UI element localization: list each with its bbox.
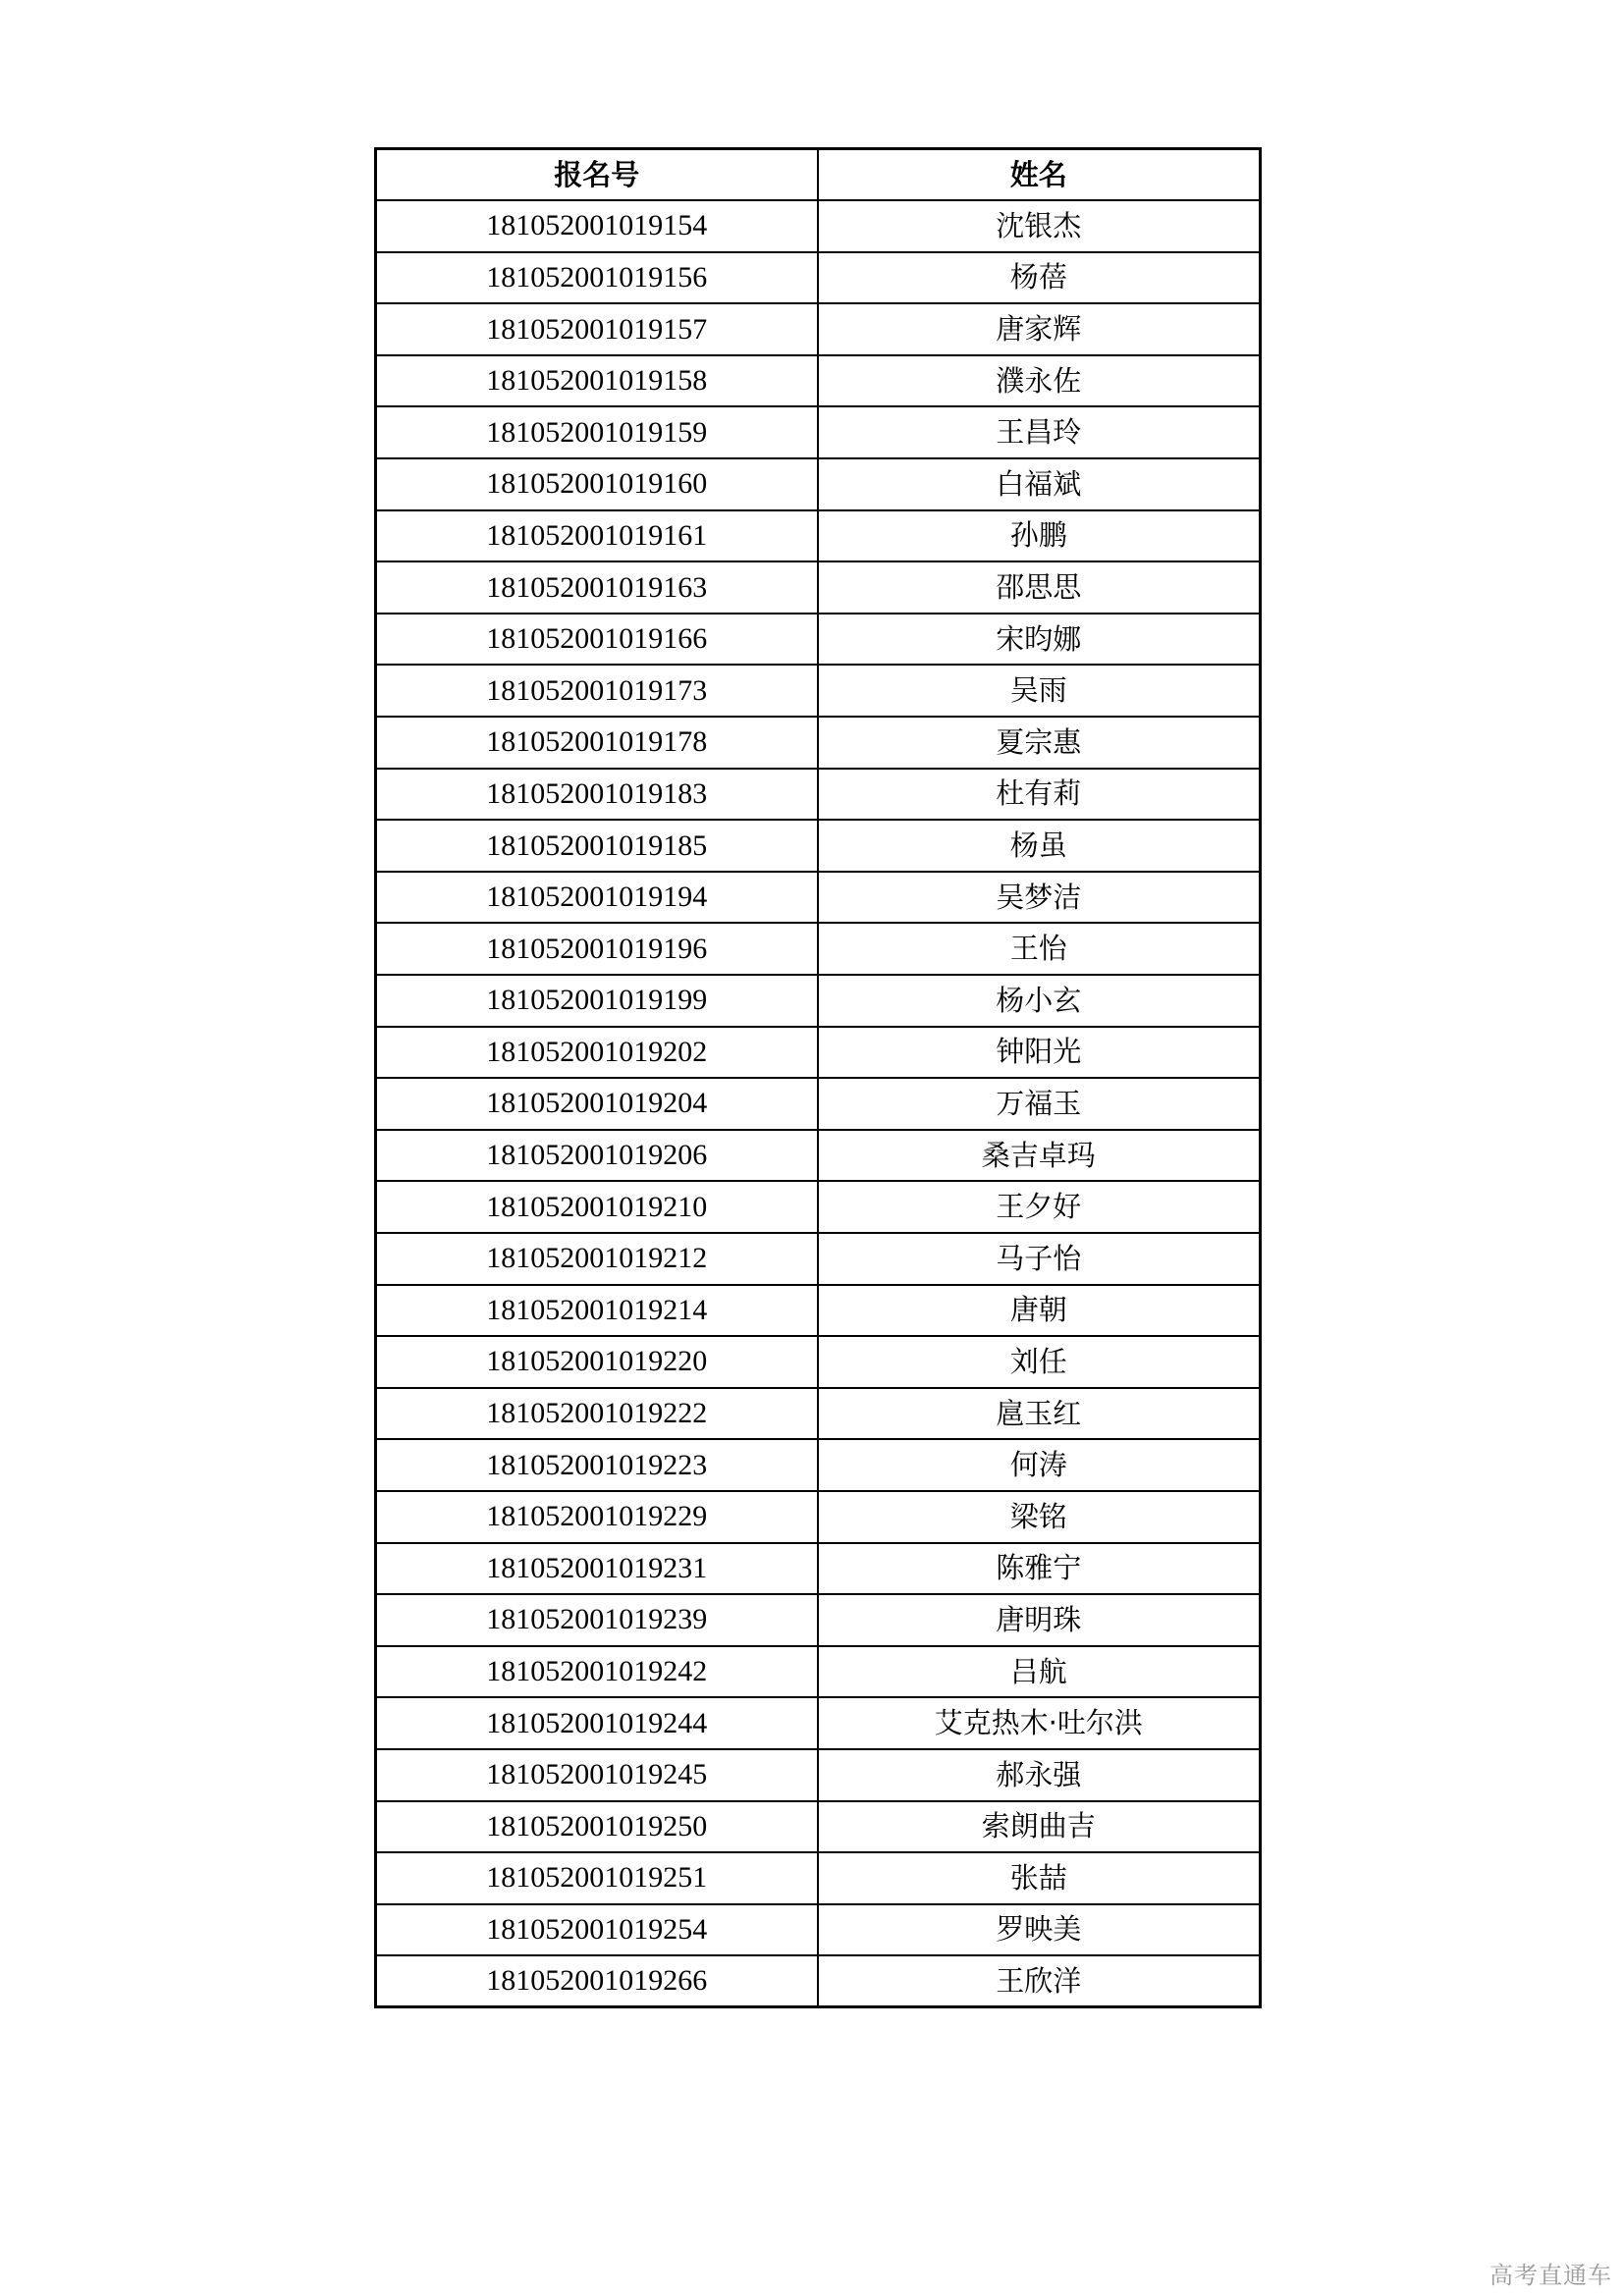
table-row: [376, 1130, 1261, 1182]
table-row: [376, 1233, 1261, 1285]
name-cell: 杨虽: [818, 820, 1261, 872]
table-row: [376, 820, 1261, 872]
name-cell: 钟阳光: [818, 1027, 1261, 1079]
name-cell: 杜有莉: [818, 769, 1261, 821]
registration-number-cell: 181052001019159: [376, 406, 818, 458]
name-cell: 唐朝: [818, 1285, 1261, 1337]
roster-table: [374, 147, 1262, 2008]
registration-number-cell: 181052001019183: [376, 769, 818, 821]
column-header-name: 姓名: [818, 149, 1261, 201]
table-row: [376, 1801, 1261, 1853]
name-cell: 唐家辉: [818, 303, 1261, 355]
table-row: [376, 975, 1261, 1027]
name-cell: 白福斌: [818, 458, 1261, 510]
table-row: [376, 406, 1261, 458]
name-cell: 沈银杰: [818, 200, 1261, 252]
table-row: [376, 1078, 1261, 1130]
registration-number-cell: 181052001019161: [376, 510, 818, 562]
column-header-registration-number: 报名号: [376, 149, 818, 201]
name-cell: 孙鹏: [818, 510, 1261, 562]
registration-number-cell: 181052001019242: [376, 1646, 818, 1698]
registration-number-cell: 181052001019254: [376, 1904, 818, 1956]
name-cell: 张喆: [818, 1852, 1261, 1904]
name-cell: 唐明珠: [818, 1594, 1261, 1646]
table-row: [376, 769, 1261, 821]
watermark-logo-text: 高考直通车: [1489, 2262, 1612, 2289]
table-row: [376, 1955, 1261, 2007]
registration-number-cell: 181052001019202: [376, 1027, 818, 1079]
registration-number-cell: 181052001019250: [376, 1801, 818, 1853]
table-row: [376, 510, 1261, 562]
table-row: [376, 458, 1261, 510]
table-row: [376, 1904, 1261, 1956]
registration-number-cell: 181052001019199: [376, 975, 818, 1027]
name-cell: 桑吉卓玛: [818, 1130, 1261, 1182]
registration-number-cell: 181052001019194: [376, 872, 818, 924]
name-cell: 梁铭: [818, 1491, 1261, 1543]
table-row: [376, 561, 1261, 614]
table-row: [376, 614, 1261, 666]
table-row: [376, 1027, 1261, 1079]
registration-number-cell: 181052001019266: [376, 1955, 818, 2007]
table-header-row: [376, 149, 1261, 201]
name-cell: 王怡: [818, 923, 1261, 975]
name-cell: 陈雅宁: [818, 1543, 1261, 1595]
table-body: [376, 200, 1261, 2007]
registration-number-cell: 181052001019212: [376, 1233, 818, 1285]
table-row: [376, 1388, 1261, 1440]
registration-number-cell: 181052001019245: [376, 1749, 818, 1801]
table-row: [376, 1181, 1261, 1233]
registration-number-cell: 181052001019166: [376, 614, 818, 666]
table-row: [376, 923, 1261, 975]
name-cell: 艾克热木·吐尔洪: [818, 1697, 1261, 1749]
registration-number-cell: 181052001019222: [376, 1388, 818, 1440]
table-row: [376, 1697, 1261, 1749]
table-row: [376, 1749, 1261, 1801]
registration-number-cell: 181052001019220: [376, 1336, 818, 1388]
name-cell: 吴梦洁: [818, 872, 1261, 924]
name-cell: 王夕好: [818, 1181, 1261, 1233]
registration-number-cell: 181052001019229: [376, 1491, 818, 1543]
table-row: [376, 1852, 1261, 1904]
registration-number-cell: 181052001019244: [376, 1697, 818, 1749]
registration-number-cell: 181052001019239: [376, 1594, 818, 1646]
name-cell: 王昌玲: [818, 406, 1261, 458]
name-cell: 罗映美: [818, 1904, 1261, 1956]
registration-number-cell: 181052001019160: [376, 458, 818, 510]
registration-number-cell: 181052001019223: [376, 1439, 818, 1491]
name-cell: 何涛: [818, 1439, 1261, 1491]
registration-number-cell: 181052001019196: [376, 923, 818, 975]
name-cell: 索朗曲吉: [818, 1801, 1261, 1853]
table-row: [376, 872, 1261, 924]
table-row: [376, 303, 1261, 355]
registration-number-cell: 181052001019210: [376, 1181, 818, 1233]
name-cell: 夏宗惠: [818, 717, 1261, 769]
registration-number-cell: 181052001019251: [376, 1852, 818, 1904]
table-row: [376, 1594, 1261, 1646]
name-cell: 杨小玄: [818, 975, 1261, 1027]
table-row: [376, 717, 1261, 769]
table-row: [376, 1336, 1261, 1388]
registration-number-cell: 181052001019156: [376, 252, 818, 304]
name-cell: 吕航: [818, 1646, 1261, 1698]
table-row: [376, 1439, 1261, 1491]
registration-number-cell: 181052001019214: [376, 1285, 818, 1337]
registration-number-cell: 181052001019158: [376, 355, 818, 407]
registration-number-cell: 181052001019163: [376, 561, 818, 614]
registration-number-cell: 181052001019206: [376, 1130, 818, 1182]
name-cell: 郝永强: [818, 1749, 1261, 1801]
table-row: [376, 1285, 1261, 1337]
registration-number-cell: 181052001019157: [376, 303, 818, 355]
name-cell: 濮永佐: [818, 355, 1261, 407]
name-cell: 杨蓓: [818, 252, 1261, 304]
table-row: [376, 252, 1261, 304]
table-row: [376, 1491, 1261, 1543]
table-row: [376, 1646, 1261, 1698]
name-cell: 扈玉红: [818, 1388, 1261, 1440]
registration-number-cell: 181052001019178: [376, 717, 818, 769]
registration-number-cell: 181052001019204: [376, 1078, 818, 1130]
registration-number-cell: 181052001019173: [376, 665, 818, 717]
table-row: [376, 355, 1261, 407]
name-cell: 吴雨: [818, 665, 1261, 717]
registration-number-cell: 181052001019185: [376, 820, 818, 872]
table-row: [376, 665, 1261, 717]
name-cell: 邵思思: [818, 561, 1261, 614]
name-cell: 王欣洋: [818, 1955, 1261, 2007]
name-cell: 马子怡: [818, 1233, 1261, 1285]
name-cell: 万福玉: [818, 1078, 1261, 1130]
table-row: [376, 1543, 1261, 1595]
name-cell: 宋昀娜: [818, 614, 1261, 666]
name-cell: 刘任: [818, 1336, 1261, 1388]
table-row: [376, 200, 1261, 252]
registration-number-cell: 181052001019231: [376, 1543, 818, 1595]
registration-number-cell: 181052001019154: [376, 200, 818, 252]
